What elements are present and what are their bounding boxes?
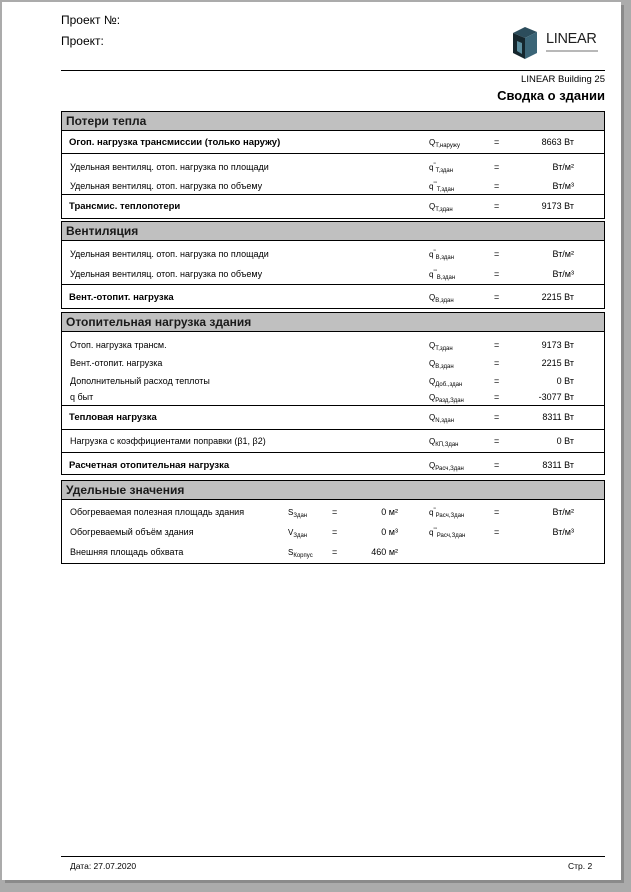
section-heating-load <box>61 312 605 475</box>
row-value: Вт/м² <box>552 162 574 172</box>
logo-tagline <box>546 50 598 52</box>
row-symbol-secondary <box>288 528 307 539</box>
row-value: 2215 Вт <box>541 358 574 368</box>
symbol-subscript: Расч,Здан <box>436 533 466 539</box>
equals-sign: = <box>494 460 500 470</box>
row-symbol-secondary <box>288 508 307 519</box>
symbol-subscript: Расч,Здан <box>435 513 465 519</box>
row-symbol <box>429 528 465 539</box>
row-symbol <box>429 138 460 149</box>
row-value: Вт/м³ <box>552 269 574 279</box>
section-title: Удельные значения <box>62 481 604 500</box>
symbol-subscript: Разд,Здан <box>435 398 464 404</box>
row-divider <box>62 194 604 195</box>
equals-sign: = <box>494 436 500 446</box>
equals-sign: = <box>494 249 500 259</box>
row-label: Удельная вентиляц. отоп. нагрузка по площади <box>70 162 269 172</box>
symbol-letter: q <box>429 528 434 537</box>
row-value: Вт/м² <box>552 249 574 259</box>
symbol-letter: Q <box>429 341 436 350</box>
symbol-superscript: " <box>433 508 436 514</box>
data-row <box>62 390 604 404</box>
data-row <box>62 458 604 472</box>
row-divider <box>62 405 604 406</box>
row-label: Вент.-отопит. нагрузка <box>70 358 163 368</box>
equals-sign: = <box>494 358 500 368</box>
symbol-subscript: T,здан <box>435 346 453 352</box>
row-value: Вт/м³ <box>552 181 574 191</box>
project-number-label: Проект №: <box>61 13 121 27</box>
symbol-letter: Q <box>429 461 436 470</box>
data-row <box>62 410 604 424</box>
document-page <box>2 2 621 880</box>
footer-page-number: Стр. 2 <box>568 861 593 871</box>
page-title: Сводка о здании <box>497 88 605 103</box>
row-label: Огоп. нагрузка трансмиссии (только наружу) <box>69 137 281 148</box>
row-symbol-secondary <box>288 548 313 559</box>
symbol-letter: q <box>429 163 434 172</box>
symbol-superscript: "' <box>433 270 437 276</box>
logo-text: LINEAR <box>546 31 597 47</box>
row-value-secondary: 460 м² <box>371 547 398 557</box>
symbol-letter: q <box>429 182 434 191</box>
symbol-letter: Q <box>429 393 436 402</box>
data-row <box>62 505 604 519</box>
row-label: Обогреваемая полезная площадь здания <box>70 507 245 517</box>
equals-sign: = <box>494 340 500 350</box>
symbol-subscript: КП,Здан <box>435 442 459 448</box>
symbol-letter: q <box>429 508 434 517</box>
data-row <box>62 356 604 370</box>
row-symbol <box>429 461 464 472</box>
section-title: Отопительная нагрузка здания <box>62 313 604 332</box>
row-symbol <box>429 293 454 304</box>
symbol-subscript: В,здан <box>435 364 454 370</box>
data-row <box>62 434 604 448</box>
row-value: 8311 Вт <box>542 412 574 422</box>
equals-sign: = <box>494 137 500 147</box>
row-label: Внешняя площадь обхвата <box>70 547 184 557</box>
row-label: Удельная вентиляц. отоп. нагрузка по объему <box>70 269 263 279</box>
footer-date: Дата: 27.07.2020 <box>70 861 137 871</box>
equals-sign: = <box>494 376 500 386</box>
row-value: 0 Вт <box>556 376 574 386</box>
row-label: q быт <box>70 392 94 402</box>
row-value: 9173 Вт <box>541 201 574 211</box>
row-divider <box>62 452 604 453</box>
equals-sign: = <box>494 292 500 302</box>
data-row <box>62 290 604 304</box>
row-symbol <box>429 250 454 261</box>
symbol-subscript: T,здан <box>435 207 453 213</box>
symbol-subscript: Здан <box>293 513 308 519</box>
equals-sign: = <box>332 547 338 557</box>
data-row <box>62 525 604 539</box>
symbol-superscript: " <box>433 250 436 256</box>
row-value-secondary: 0 м³ <box>381 527 398 537</box>
data-row <box>62 135 604 149</box>
equals-sign: = <box>332 527 338 537</box>
row-value: -3077 Вт <box>538 392 574 402</box>
row-value: 8311 Вт <box>542 460 574 470</box>
symbol-letter: Q <box>429 138 436 147</box>
symbol-subscript: T,наружу <box>435 143 460 149</box>
data-row <box>62 267 604 281</box>
row-symbol <box>429 377 462 388</box>
row-value: Вт/м² <box>552 507 574 517</box>
equals-sign: = <box>494 527 500 537</box>
symbol-subscript: В,здан <box>435 298 454 304</box>
row-label: Дополнительный расход теплоты <box>70 376 210 386</box>
symbol-subscript: Корпус <box>293 553 313 559</box>
equals-sign: = <box>494 392 500 402</box>
equals-sign: = <box>494 412 500 422</box>
row-value: 8663 Вт <box>541 137 574 147</box>
row-value: 0 Вт <box>556 436 574 446</box>
project-label: Проект: <box>61 34 104 48</box>
data-row <box>62 545 604 559</box>
symbol-letter: V <box>288 528 294 537</box>
data-row <box>62 374 604 388</box>
equals-sign: = <box>494 201 500 211</box>
row-symbol <box>429 437 458 448</box>
symbol-superscript: "' <box>433 528 437 534</box>
row-value: Вт/м³ <box>552 527 574 537</box>
symbol-subscript: T,здан <box>436 187 455 193</box>
symbol-superscript: "' <box>433 182 437 188</box>
row-label: Расчетная отопительная нагрузка <box>69 460 230 471</box>
row-label: Удельная вентиляц. отоп. нагрузка по площади <box>70 249 269 259</box>
equals-sign: = <box>494 162 500 172</box>
row-symbol <box>429 393 464 404</box>
footer-divider <box>61 856 605 857</box>
symbol-superscript: " <box>433 163 436 169</box>
section-specific-values <box>61 480 605 564</box>
equals-sign: = <box>494 269 500 279</box>
company-logo <box>511 26 601 60</box>
row-value-secondary: 0 м² <box>381 507 398 517</box>
row-label: Нагрузка с коэффициентами поправки (β1, β2) <box>70 436 266 446</box>
symbol-letter: S <box>288 548 294 557</box>
row-divider <box>62 429 604 430</box>
symbol-letter: S <box>288 508 294 517</box>
equals-sign: = <box>332 507 338 517</box>
row-symbol <box>429 270 455 281</box>
row-value: 9173 Вт <box>541 340 574 350</box>
row-symbol <box>429 163 453 174</box>
row-symbol <box>429 508 464 519</box>
symbol-letter: Q <box>429 413 436 422</box>
row-symbol <box>429 202 453 213</box>
section-title: Потери тепла <box>62 112 604 131</box>
row-symbol <box>429 359 454 370</box>
row-symbol <box>429 182 454 193</box>
linear-cube-icon <box>511 26 541 60</box>
symbol-letter: Q <box>429 359 436 368</box>
data-row <box>62 160 604 174</box>
symbol-subscript: Расч,Здан <box>435 466 464 472</box>
row-label: Вент.-отопит. нагрузка <box>69 292 174 303</box>
symbol-letter: Q <box>429 202 436 211</box>
header-divider <box>61 70 605 71</box>
data-row <box>62 179 604 193</box>
symbol-letter: Q <box>429 293 436 302</box>
symbol-letter: Q <box>429 437 436 446</box>
symbol-subscript: Доб.,здан <box>435 382 463 388</box>
symbol-subscript: В,здан <box>436 275 456 281</box>
symbol-letter: q <box>429 250 434 259</box>
symbol-letter: q <box>429 270 434 279</box>
data-row <box>62 199 604 213</box>
section-heat-loss <box>61 111 605 219</box>
symbol-subscript: T,здан <box>435 168 454 174</box>
row-divider <box>62 153 604 154</box>
row-label: Отоп. нагрузка трансм. <box>70 340 167 350</box>
equals-sign: = <box>494 181 500 191</box>
row-divider <box>62 284 604 285</box>
symbol-letter: Q <box>429 377 436 386</box>
data-row <box>62 247 604 261</box>
section-title: Вентиляция <box>62 222 604 241</box>
app-name: LINEAR Building 25 <box>521 74 605 85</box>
symbol-subscript: Здан <box>293 533 308 539</box>
row-value: 2215 Вт <box>541 292 574 302</box>
row-label: Трансмис. теплопотери <box>69 201 181 212</box>
row-label: Удельная вентиляц. отоп. нагрузка по объему <box>70 181 263 191</box>
symbol-subscript: В,здан <box>435 255 455 261</box>
section-ventilation <box>61 221 605 309</box>
symbol-subscript: N,здан <box>435 418 455 424</box>
row-symbol <box>429 413 454 424</box>
data-row <box>62 338 604 352</box>
row-label: Обогреваемый объём здания <box>70 527 194 537</box>
row-symbol <box>429 341 453 352</box>
row-label: Тепловая нагрузка <box>69 412 157 423</box>
equals-sign: = <box>494 507 500 517</box>
